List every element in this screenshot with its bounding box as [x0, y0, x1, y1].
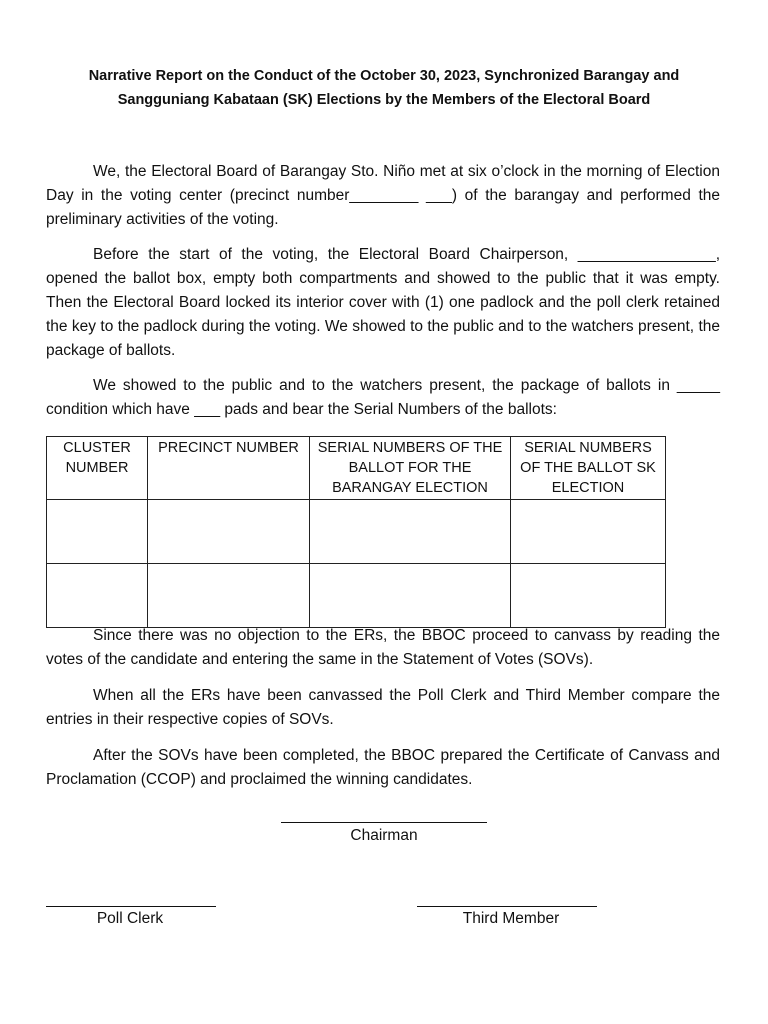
header-precinct-number: PRECINCT NUMBER	[148, 437, 310, 500]
table-cell	[148, 500, 310, 564]
poll-clerk-label: Poll Clerk	[96, 910, 164, 927]
paragraph-proclamation: After the SOVs have been completed, the BBOC prepared the Certificate of Canvass and Proclamation (CCOP) and proclaimed the winning candidates.	[46, 747, 720, 788]
table-cell	[511, 564, 666, 628]
chairman-label: Chairman	[350, 827, 418, 844]
table-row	[47, 564, 666, 628]
title-line-1: Narrative Report on the Conduct of the October 30, 2023, Synchronized Barangay and	[88, 68, 680, 84]
paragraph-electoral-board-meeting: We, the Electoral Board of Barangay Sto. Niño met at six o’clock in the morning of Election Day in the voting center (precinct number________ ___) of the barangay and performed the preliminary activities of the voting.	[46, 163, 720, 228]
table-header-row	[47, 437, 666, 500]
title-line-2: Sangguniang Kabataan (SK) Elections by the Members of the Electoral Board	[117, 92, 651, 108]
header-serial-sk: SERIAL NUMBERS OF THE BALLOT SK ELECTION	[511, 437, 666, 500]
third-member-label: Third Member	[462, 910, 560, 927]
paragraph-ballot-box-opening: Before the start of the voting, the Electoral Board Chairperson, ________________, opened the ballot box, empty both compartments and showed to the public that it was empty. Then the Electoral Board locked its interior cover with (1) one padlock and the poll clerk retained the key to the padlock during the voting. We showed to the public and to the watchers present, the package of ballots.	[46, 246, 720, 359]
paragraph-sov-comparison: When all the ERs have been canvassed the Poll Clerk and Third Member compare the entries in their respective copies of SOVs.	[46, 687, 720, 728]
paragraph-ballot-package: We showed to the public and to the watchers present, the package of ballots in _____ condition which have ___ pads and bear the Serial Numbers of the ballots:	[46, 377, 720, 418]
header-serial-barangay: SERIAL NUMBERS OF THE BALLOT FOR THE BARANGAY ELECTION	[310, 437, 511, 500]
document-title	[30, 64, 738, 112]
table-cell	[310, 564, 511, 628]
third-member-signature-line	[417, 906, 597, 907]
header-cluster-number: CLUSTER NUMBER	[47, 437, 148, 500]
chairman-signature-line	[281, 822, 487, 823]
poll-clerk-signature-line	[46, 906, 216, 907]
table-cell	[47, 500, 148, 564]
paragraph-canvass: Since there was no objection to the ERs, the BBOC proceed to canvass by reading the votes of the candidate and entering the same in the Statement of Votes (SOVs).	[46, 627, 720, 668]
serial-numbers-table	[46, 436, 666, 628]
table-cell	[148, 564, 310, 628]
table-cell	[47, 564, 148, 628]
table-cell	[310, 500, 511, 564]
table-cell	[511, 500, 666, 564]
table-row	[47, 500, 666, 564]
